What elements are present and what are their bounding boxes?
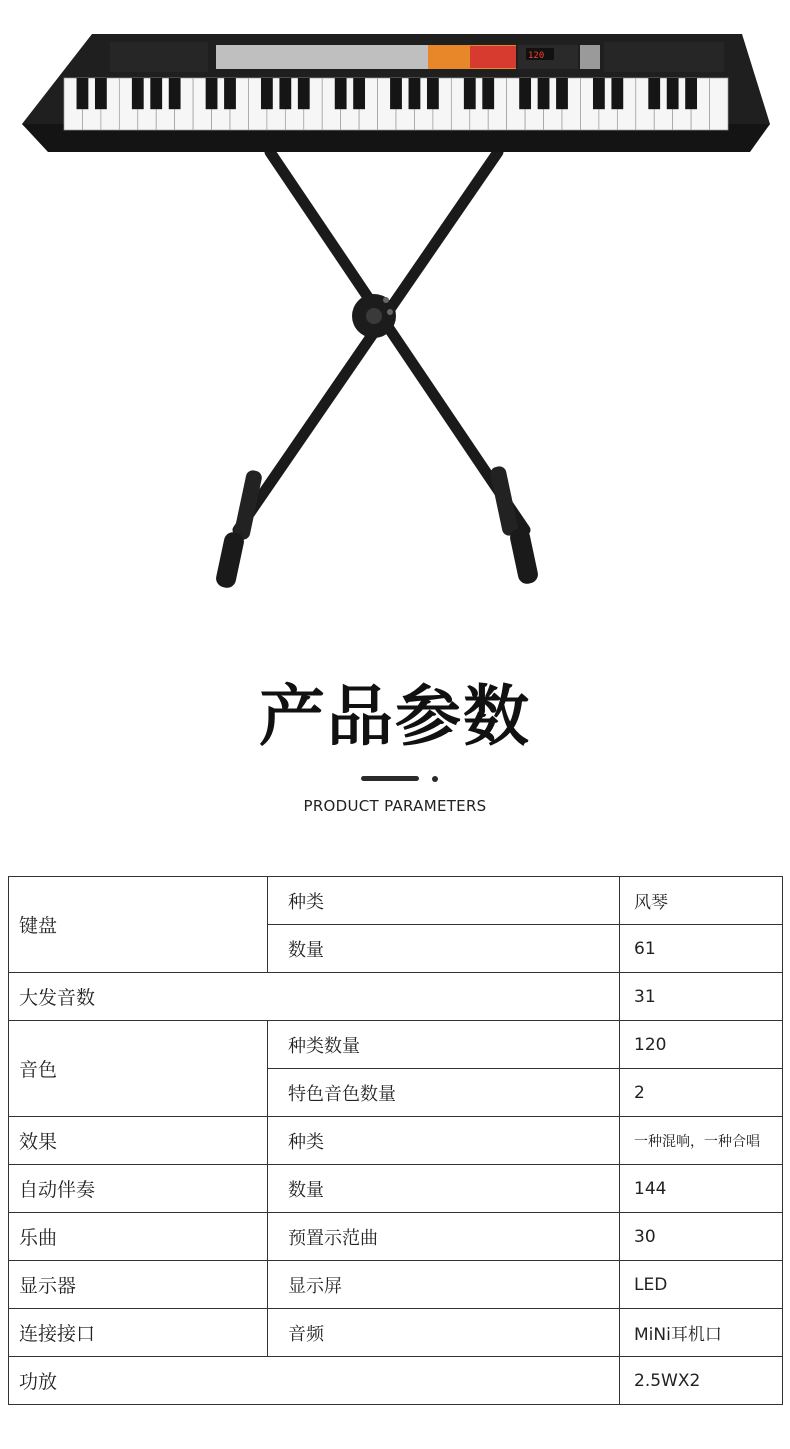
black-key bbox=[298, 78, 310, 109]
black-key bbox=[593, 78, 605, 109]
table-row bbox=[9, 1165, 783, 1213]
spec-label: 显示器 bbox=[9, 1261, 268, 1309]
table-row bbox=[9, 1021, 783, 1069]
spec-value: 144 bbox=[620, 1165, 783, 1213]
spec-sublabel: 数量 bbox=[268, 1165, 620, 1213]
page-title: 产品参数 bbox=[259, 678, 531, 755]
spec-label: 音色 bbox=[9, 1021, 268, 1117]
black-key bbox=[261, 78, 273, 109]
spec-value: 61 bbox=[620, 925, 783, 973]
spec-sublabel: 音频 bbox=[268, 1309, 620, 1357]
black-key bbox=[77, 78, 89, 109]
black-key bbox=[206, 78, 218, 109]
spec-value: 一种混响，一种合唱 bbox=[620, 1117, 783, 1165]
x-stand bbox=[214, 152, 539, 589]
spec-value: 31 bbox=[620, 973, 783, 1021]
spec-label: 功放 bbox=[9, 1357, 620, 1405]
stand-foot-left bbox=[214, 469, 263, 589]
spec-table bbox=[8, 876, 783, 1405]
black-key bbox=[335, 78, 347, 109]
table-row bbox=[9, 1357, 783, 1405]
table-row bbox=[9, 973, 783, 1021]
black-key bbox=[648, 78, 660, 109]
black-key bbox=[150, 78, 162, 109]
spec-label: 效果 bbox=[9, 1117, 268, 1165]
black-key bbox=[409, 78, 421, 109]
title-divider-dot bbox=[432, 776, 438, 782]
spec-value: 120 bbox=[620, 1021, 783, 1069]
page-subtitle: PRODUCT PARAMETERS bbox=[303, 797, 487, 815]
svg-text:120: 120 bbox=[528, 51, 545, 61]
spec-label: 自动伴奏 bbox=[9, 1165, 268, 1213]
black-key bbox=[667, 78, 679, 109]
black-key bbox=[538, 78, 550, 109]
spec-sublabel: 种类数量 bbox=[268, 1021, 620, 1069]
black-key bbox=[95, 78, 107, 109]
black-key bbox=[427, 78, 439, 109]
spec-sublabel: 预置示范曲 bbox=[268, 1213, 620, 1261]
spec-label: 连接接口 bbox=[9, 1309, 268, 1357]
spec-label: 乐曲 bbox=[9, 1213, 268, 1261]
white-key bbox=[710, 78, 728, 130]
spec-value: 2 bbox=[620, 1069, 783, 1117]
black-key bbox=[353, 78, 365, 109]
black-key bbox=[611, 78, 623, 109]
spec-sublabel: 特色音色数量 bbox=[268, 1069, 620, 1117]
spec-value: LED bbox=[620, 1261, 783, 1309]
spec-value: 2.5WX2 bbox=[620, 1357, 783, 1405]
spec-sublabel: 显示屏 bbox=[268, 1261, 620, 1309]
black-key bbox=[279, 78, 291, 109]
table-row bbox=[9, 877, 783, 925]
spec-label: 键盘 bbox=[9, 877, 268, 973]
title-divider-bar bbox=[361, 776, 419, 781]
spec-value: 30 bbox=[620, 1213, 783, 1261]
table-row bbox=[9, 1309, 783, 1357]
spec-label: 大发音数 bbox=[9, 973, 620, 1021]
keyboard-product-image bbox=[0, 0, 790, 640]
black-key bbox=[556, 78, 568, 109]
black-key bbox=[224, 78, 236, 109]
black-key bbox=[482, 78, 494, 109]
table-row bbox=[9, 1213, 783, 1261]
black-key bbox=[132, 78, 144, 109]
black-key bbox=[519, 78, 531, 109]
spec-sublabel: 数量 bbox=[268, 925, 620, 973]
spec-value: MiNi耳机口 bbox=[620, 1309, 783, 1357]
black-key bbox=[685, 78, 697, 109]
table-row bbox=[9, 1117, 783, 1165]
keyboard-instrument bbox=[22, 34, 770, 152]
black-key bbox=[169, 78, 181, 109]
spec-sublabel: 种类 bbox=[268, 1117, 620, 1165]
spec-value: 风琴 bbox=[620, 877, 783, 925]
stand-foot-right bbox=[489, 465, 539, 585]
spec-sublabel: 种类 bbox=[268, 877, 620, 925]
black-key bbox=[464, 78, 476, 109]
table-row bbox=[9, 1261, 783, 1309]
black-key bbox=[390, 78, 402, 109]
